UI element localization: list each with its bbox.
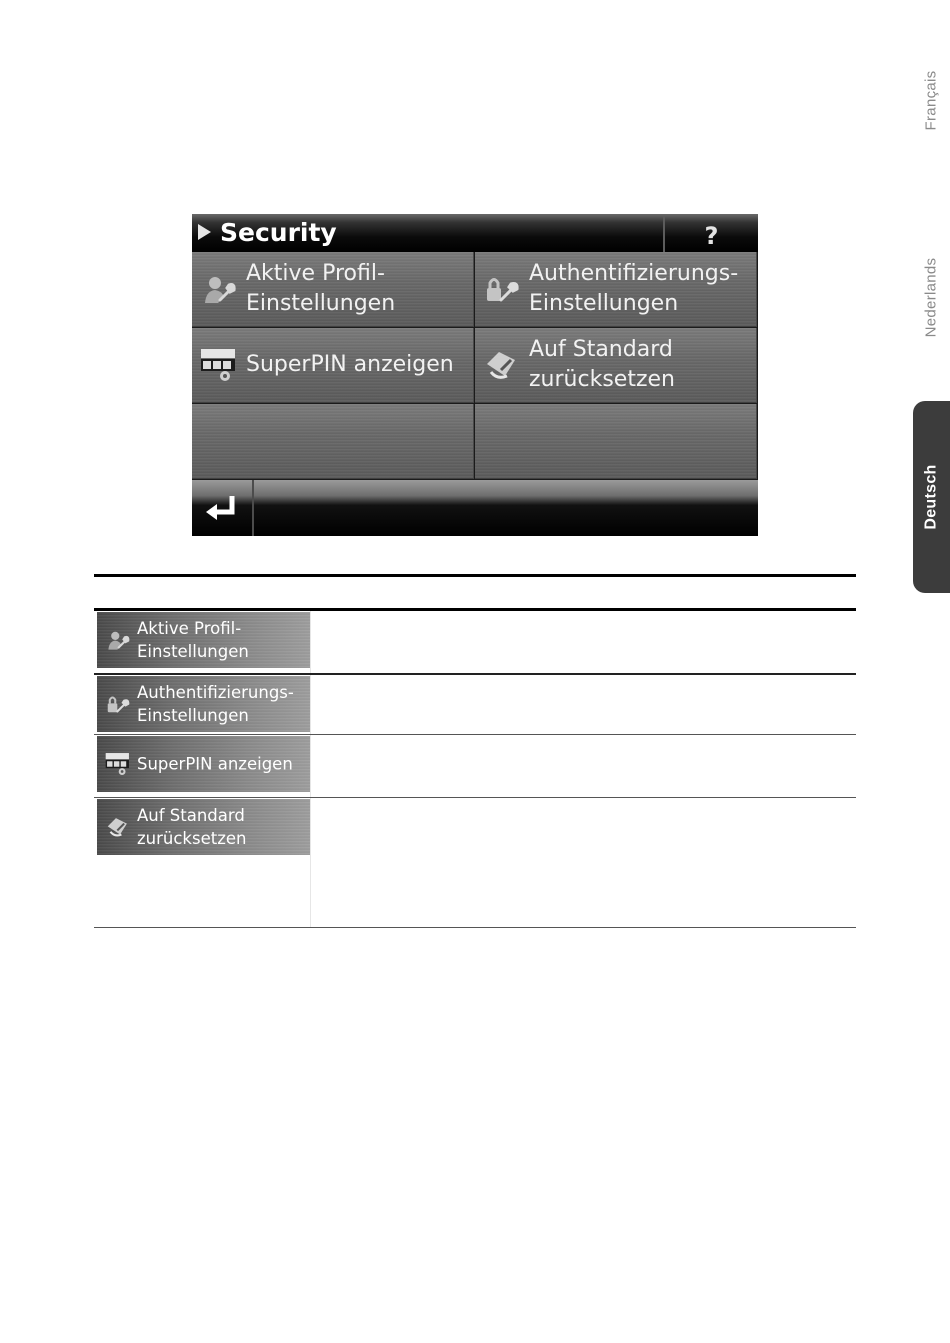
- table-row-button-superpin: [97, 736, 310, 792]
- menu-button-reset-default[interactable]: [475, 328, 757, 403]
- language-tab-label: Français: [922, 70, 940, 130]
- device-screenshot: [192, 214, 758, 536]
- table-row-divider: [94, 734, 856, 735]
- table-row-label: Auf Standard zurücksetzen: [137, 806, 247, 848]
- menu-button-label: Authentifizierungs- Einstellungen: [529, 261, 739, 316]
- device-menu-grid: [192, 252, 758, 480]
- empty-menu-slot: [475, 404, 757, 479]
- table-row-label: SuperPIN anzeigen: [137, 754, 293, 774]
- profile-settings-icon: [200, 270, 238, 308]
- superpin-icon: [105, 751, 131, 777]
- menu-button-authentication[interactable]: [475, 252, 757, 327]
- device-header: [192, 214, 758, 252]
- menu-button-active-profile[interactable]: [192, 252, 474, 327]
- language-tab-deutsch[interactable]: [913, 401, 950, 593]
- language-tab-francais[interactable]: [912, 55, 950, 145]
- title-arrow-icon: [198, 224, 211, 240]
- table-row-button-reset-default: [97, 799, 310, 855]
- table-top-rule: [94, 574, 856, 577]
- authentication-settings-icon: [483, 270, 521, 308]
- menu-button-label: Auf Standard zurücksetzen: [529, 337, 675, 392]
- profile-settings-icon: [105, 627, 131, 653]
- table-row-divider: [94, 673, 856, 675]
- table-bottom-rule: [94, 927, 856, 928]
- reset-default-icon: [483, 346, 521, 384]
- superpin-icon: [200, 346, 238, 384]
- language-tab-label: Nederlands: [922, 257, 940, 338]
- menu-button-label: Aktive Profil- Einstellungen: [246, 261, 396, 316]
- table-header-rule: [94, 608, 856, 611]
- empty-menu-slot: [192, 404, 474, 479]
- authentication-settings-icon: [105, 691, 131, 717]
- table-row-divider: [94, 797, 856, 798]
- device-footer: [192, 480, 758, 536]
- menu-button-label: SuperPIN anzeigen: [246, 352, 454, 377]
- language-tab-nederlands[interactable]: [912, 240, 950, 355]
- language-tab-label: Deutsch: [922, 464, 940, 530]
- menu-button-superpin[interactable]: [192, 328, 474, 403]
- return-icon: [192, 480, 254, 536]
- back-button[interactable]: [192, 480, 254, 536]
- reset-default-icon: [105, 814, 131, 840]
- help-button[interactable]: ?: [704, 222, 719, 250]
- table-column-divider: [310, 611, 311, 928]
- table-row-button-authentication: [97, 676, 310, 732]
- table-row-button-active-profile: [97, 612, 310, 668]
- device-title: Security: [220, 218, 337, 247]
- table-row-label: Aktive Profil- Einstellungen: [137, 619, 249, 661]
- table-row-label: Authentifizierungs- Einstellungen: [137, 683, 294, 725]
